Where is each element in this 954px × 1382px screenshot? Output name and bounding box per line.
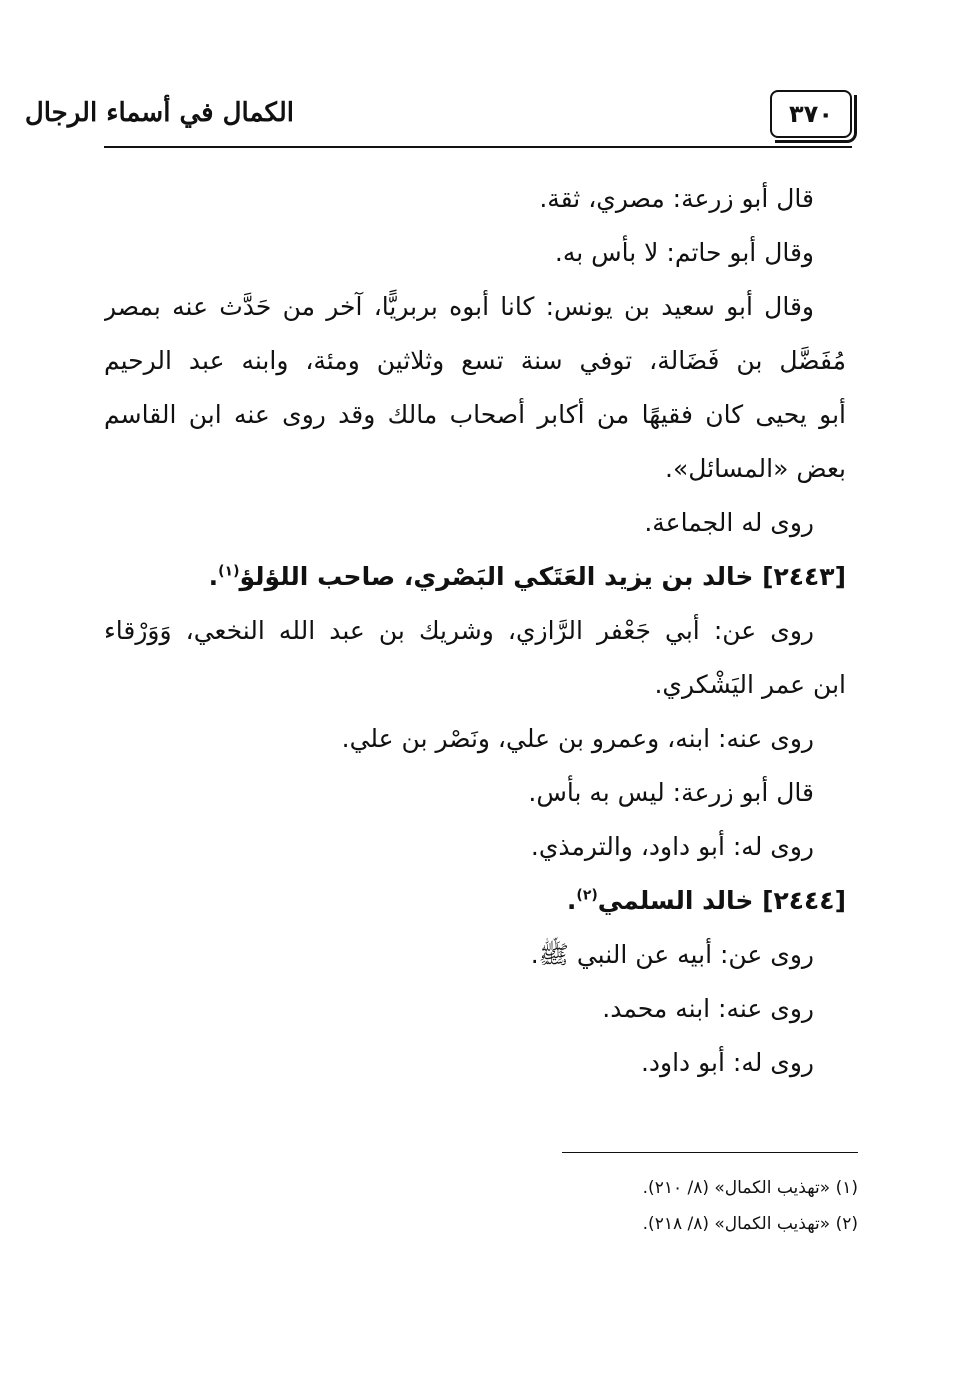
text-line: قال أبو زرعة: ليس به بأس. bbox=[528, 778, 814, 807]
footnote-divider bbox=[562, 1152, 858, 1153]
text-line: ابن عمر اليَشْكري. bbox=[654, 670, 846, 699]
text-line: بعض «المسائل». bbox=[665, 454, 846, 483]
footnotes bbox=[400, 1170, 858, 1242]
entry-heading-2444 bbox=[104, 874, 846, 928]
footnote-ref[interactable]: (٢) bbox=[576, 887, 598, 904]
entry-heading-text: [٢٤٤٤] خالد السلمي bbox=[597, 886, 846, 915]
footnote-ref[interactable]: (١) bbox=[218, 563, 240, 580]
text-line: قال أبو زرعة: مصري، ثقة. bbox=[539, 184, 814, 213]
text-line: روى له: أبو داود. bbox=[640, 1048, 814, 1077]
text-line: وقال أبو حاتم: لا بأس به. bbox=[554, 238, 814, 267]
text-line: وقال أبو سعيد بن يونس: كانا أبوه بربريًّا، آخر من حَدَّث عنه بمصر bbox=[104, 292, 814, 321]
entry-heading-2443 bbox=[104, 550, 846, 604]
footnote-2: (٢) «تهذيب الكمال» (٨/ ٢١٨). bbox=[642, 1214, 858, 1234]
footnote-1: (١) «تهذيب الكمال» (٨/ ٢١٠). bbox=[642, 1178, 858, 1198]
text-line: روى له: أبو داود، والترمذي. bbox=[530, 832, 814, 861]
heading-end: . bbox=[566, 886, 577, 915]
text-line: روى عنه: ابنه، وعمرو بن علي، ونَصْر بن علي. bbox=[341, 724, 814, 753]
page-number: ٣٧٠ bbox=[770, 90, 852, 138]
book-title: الكمال في أسماء الرجال bbox=[24, 98, 294, 128]
page-header bbox=[24, 84, 852, 148]
text-line: أبو يحيى كان فقيهًا من أكابر أصحاب مالك وقد روى عنه ابن القاسم bbox=[104, 400, 846, 429]
heading-end: . bbox=[208, 562, 219, 591]
header-divider bbox=[104, 146, 852, 148]
text-line: روى عنه: ابنه محمد. bbox=[602, 994, 814, 1023]
text-line: روى عن: أبيه عن النبي ﷺ. bbox=[530, 940, 814, 969]
text-line: روى له الجماعة. bbox=[644, 508, 814, 537]
text-line: روى عن: أبي جَعْفر الرَّازي، وشريك بن عبد الله النخعي، وَوَرْقاء bbox=[104, 616, 814, 645]
text-line: مُفَضَّل بن فَضَالة، توفي سنة تسع وثلاثين ومئة، وابنه عبد الرحيم bbox=[104, 346, 846, 375]
entry-heading-text: [٢٤٤٣] خالد بن يزيد العَتَكي البَصْري، صاحب اللؤلؤ bbox=[239, 562, 846, 591]
main-text bbox=[104, 172, 846, 1090]
